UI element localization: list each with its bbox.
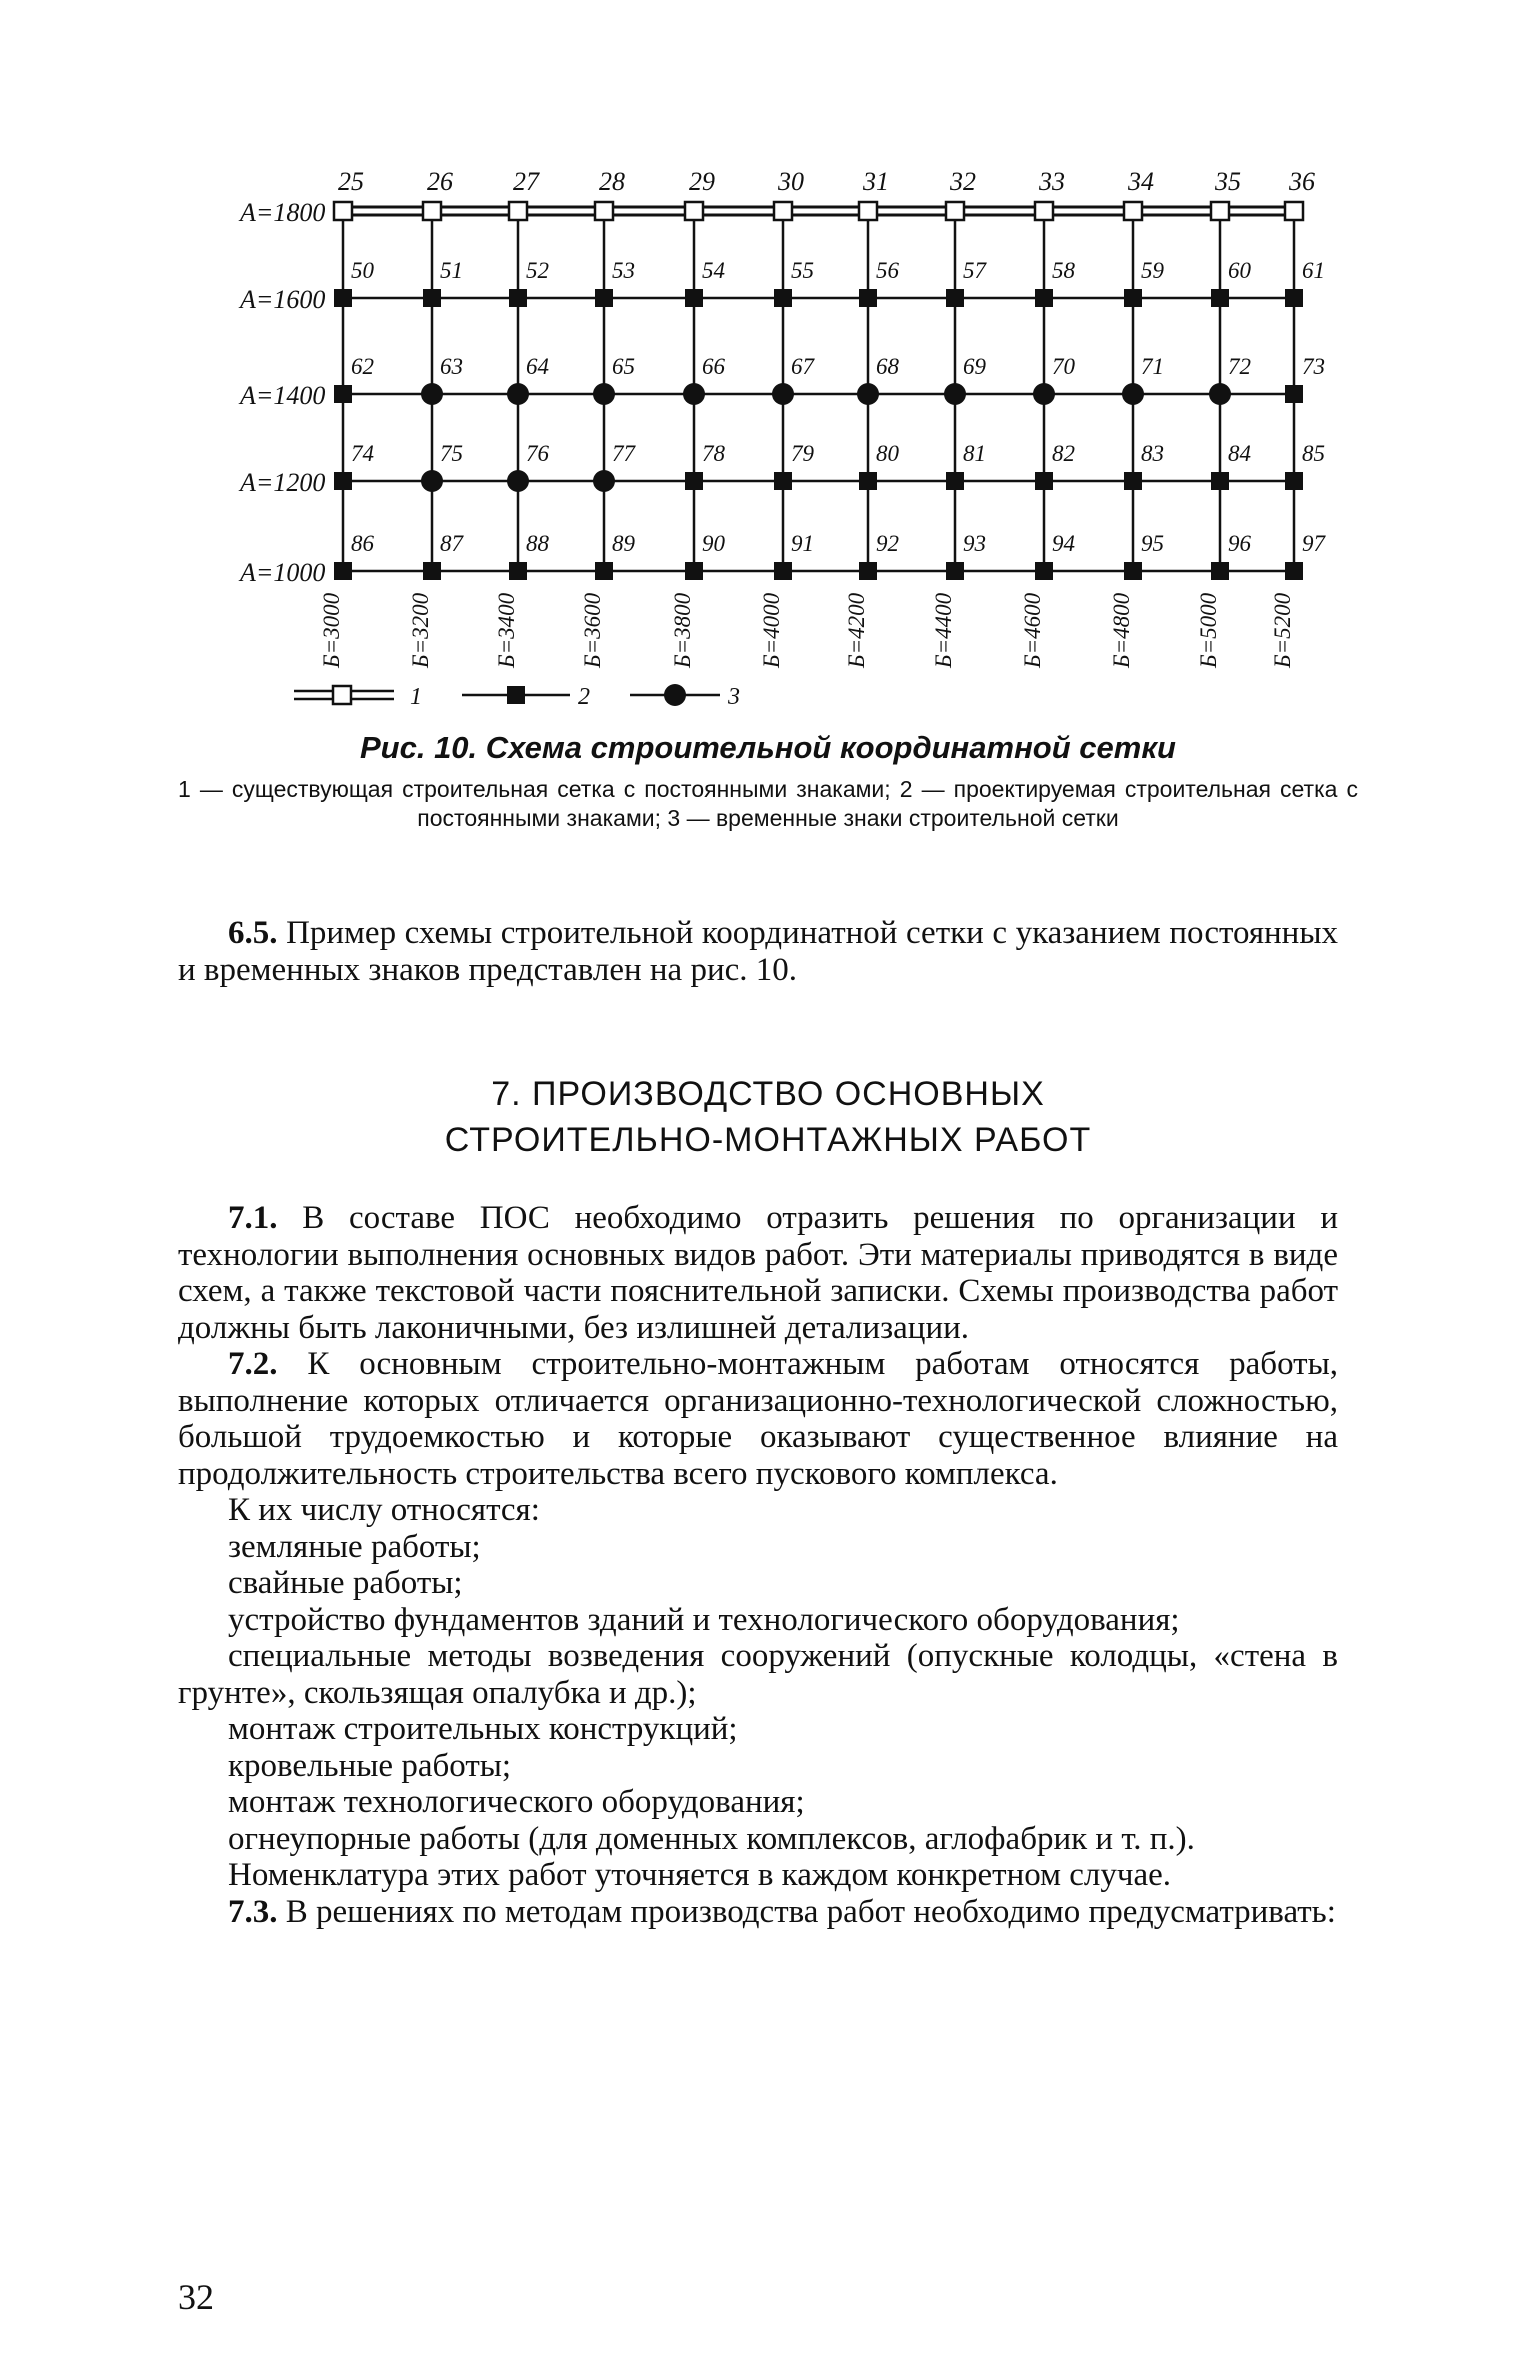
grid-point-number: 89 [612,531,635,556]
paragraph-6-5 [178,915,1338,988]
designed-mark-square [774,472,792,490]
designed-mark-square [1035,472,1053,490]
column-number-label: 36 [1289,167,1315,196]
list-item: монтаж технологического оборудования; [228,1784,805,1820]
designed-mark-square [685,562,703,580]
existing-mark-square [509,202,527,220]
grid-point-number: 54 [702,258,725,283]
grid-point-number: 76 [526,441,549,466]
paragraph-number: 7.1. [228,1200,278,1236]
grid-point-number: 74 [351,441,374,466]
designed-mark-square [1124,562,1142,580]
designed-mark-square [595,562,613,580]
existing-mark-square [685,202,703,220]
row-coordinate-label: А=1200 [240,468,326,497]
legend-existing-mark [333,686,351,704]
temporary-mark-circle [593,470,615,492]
designed-mark-square [1285,472,1303,490]
figure-caption-title: Рис. 10. Схема строительной координатной сетки [359,730,1176,765]
column-coordinate-label: Б=4800 [1109,592,1134,668]
list-item: земляные работы; [228,1528,481,1565]
existing-mark-square [946,202,964,220]
coordinate-grid-figure [0,0,1536,720]
grid-point-number: 77 [612,441,635,466]
paragraph-7-1 [178,1200,1338,1346]
temporary-mark-circle [683,383,705,405]
column-coordinate-label: Б=3600 [580,592,605,668]
list-item: устройство фундаментов зданий и технологического оборудования; [228,1601,1180,1638]
column-coordinate-label: Б=5000 [1196,592,1221,668]
designed-mark-square [946,289,964,307]
designed-mark-square [1211,472,1229,490]
grid-point-number: 84 [1228,441,1251,466]
column-coordinate-label: Б=4400 [931,592,956,668]
grid-point-number: 66 [702,354,725,379]
column-number-label: 29 [689,167,715,196]
column-number-label: 35 [1215,167,1241,196]
legend-label: 2 [578,684,590,710]
grid-point-number: 71 [1141,354,1164,379]
designed-mark-square [1285,385,1303,403]
column-number-label: 32 [950,167,976,196]
column-coordinate-label: Б=3000 [319,592,344,668]
paragraph-number: 7.3. [228,1893,278,1930]
designed-mark-square [334,385,352,403]
grid-point-number: 53 [612,258,635,283]
grid-point-number: 95 [1141,531,1164,556]
designed-mark-square [774,289,792,307]
legend-designed-mark [507,686,525,704]
heading-line-2: СТРОИТЕЛЬНО-МОНТАЖНЫХ РАБОТ [444,1121,1092,1159]
paragraph-7-2 [178,1346,1338,1492]
grid-point-number: 57 [963,258,986,283]
designed-mark-square [423,562,441,580]
grid-point-number: 59 [1141,258,1164,283]
temporary-mark-circle [1033,383,1055,405]
grid-point-number: 90 [702,531,725,556]
grid-point-number: 94 [1052,531,1075,556]
temporary-mark-circle [593,383,615,405]
column-number-label: 26 [427,167,453,196]
grid-point-number: 86 [351,531,374,556]
existing-mark-square [595,202,613,220]
temporary-mark-circle [1209,383,1231,405]
list-item: кровельные работы; [228,1747,512,1784]
list-item: специальные методы возведения сооружений (опускные колодцы, «стена в грунте», скользящая опалубка и др.); [178,1638,1338,1711]
temporary-mark-circle [421,383,443,405]
list-intro: К их числу относятся: [228,1492,540,1528]
designed-mark-square [1124,289,1142,307]
designed-mark-square [774,562,792,580]
grid-point-number: 79 [791,441,814,466]
page-number: 32 [178,2277,214,2317]
grid-point-number: 56 [876,258,899,283]
designed-mark-square [1211,562,1229,580]
list-item: монтаж строительных конструкций; [228,1711,738,1747]
designed-mark-square [946,472,964,490]
grid-point-number: 55 [791,258,814,283]
column-coordinate-label: Б=4200 [844,592,869,668]
existing-mark-square [774,202,792,220]
grid-point-number: 85 [1302,441,1325,466]
grid-point-number: 73 [1302,354,1325,379]
grid-point-number: 75 [440,441,463,466]
designed-mark-square [509,289,527,307]
grid-point-number: 72 [1228,354,1251,379]
existing-mark-square [1211,202,1229,220]
designed-mark-square [334,472,352,490]
grid-point-number: 93 [963,531,986,556]
paragraph-text: К основным строительно-монтажным работам относятся работы, выполнение которых отличается организационно-технологической сложностью, большой трудоемкостью и которые оказывают существенное влияние на продолжительность строительства всего пускового комплекса. [178,1346,1339,1492]
designed-mark-square [685,289,703,307]
grid-point-number: 69 [963,354,986,379]
figure-caption-description: 1 — существующая строительная сетка с постоянными знаками; 2 — проектируемая строительная сетка с постоянными знаками; 3 — временные знаки строительной сетки [178,776,1358,831]
designed-mark-square [1211,289,1229,307]
grid-point-number: 82 [1052,441,1075,466]
designed-mark-square [859,472,877,490]
grid-point-number: 92 [876,531,899,556]
paragraph-text: В составе ПОС необходимо отразить решения по организации и технологии выполнения основных видов работ. Эти материалы приводятся в виде схем, а также текстовой части пояснительной записки. Схемы производства работ должны быть лаконичными, без излишней детализации. [178,1200,1338,1346]
grid-point-number: 52 [526,258,549,283]
list-item: огнеупорные работы (для доменных комплексов, аглофабрик и т. п.). [228,1820,1195,1857]
designed-mark-square [334,289,352,307]
column-coordinate-label: Б=4000 [759,592,784,668]
designed-mark-square [595,289,613,307]
grid-point-number: 58 [1052,258,1075,283]
column-coordinate-label: Б=4600 [1020,592,1045,668]
paragraph-7-3 [178,1894,1338,1931]
existing-mark-square [1124,202,1142,220]
designed-mark-square [509,562,527,580]
designed-mark-square [946,562,964,580]
column-number-label: 34 [1128,167,1154,196]
temporary-mark-circle [1122,383,1144,405]
grid-point-number: 88 [526,531,549,556]
designed-mark-square [685,472,703,490]
paragraph-number: 7.2. [228,1346,278,1382]
row-coordinate-label: А=1000 [240,558,326,587]
grid-point-number: 70 [1052,354,1075,379]
column-coordinate-label: Б=3400 [494,592,519,668]
existing-mark-square [1285,202,1303,220]
row-coordinate-label: А=1400 [240,381,326,410]
paragraph-text: Пример схемы строительной координатной сетки с указанием постоянных и временных знаков представлен на рис. 10. [178,915,1339,988]
grid-point-number: 61 [1302,258,1325,283]
column-number-label: 27 [513,167,539,196]
grid-point-number: 60 [1228,258,1251,283]
grid-point-number: 51 [440,258,463,283]
designed-mark-square [423,289,441,307]
grid-point-number: 87 [440,531,463,556]
column-number-label: 28 [599,167,625,196]
column-number-label: 25 [338,167,364,196]
column-coordinate-label: Б=3800 [670,592,695,668]
temporary-mark-circle [772,383,794,405]
existing-mark-square [1035,202,1053,220]
paragraph-number: 6.5. [228,915,278,951]
list-item: свайные работы; [228,1565,463,1601]
temporary-mark-circle [857,383,879,405]
grid-point-number: 64 [526,354,549,379]
paragraph-text: В решениях по методам производства работ необходимо предусматривать: [285,1893,1336,1930]
legend-label: 3 [728,684,740,710]
grid-point-number: 81 [963,441,986,466]
grid-point-number: 78 [702,441,725,466]
designed-mark-square [1035,562,1053,580]
designed-mark-square [1285,562,1303,580]
column-coordinate-label: Б=3200 [408,592,433,668]
grid-point-number: 63 [440,354,463,379]
grid-point-number: 62 [351,354,374,379]
grid-point-number: 91 [791,531,814,556]
grid-point-number: 83 [1141,441,1164,466]
grid-point-number: 65 [612,354,635,379]
temporary-mark-circle [421,470,443,492]
designed-mark-square [859,289,877,307]
legend-temporary-mark [664,684,686,706]
existing-mark-square [334,202,352,220]
column-number-label: 30 [778,167,804,196]
row-coordinate-label: А=1800 [240,198,326,227]
designed-mark-square [1285,289,1303,307]
section-heading [0,1071,1536,1163]
grid-point-number: 96 [1228,531,1251,556]
existing-mark-square [423,202,441,220]
temporary-mark-circle [507,383,529,405]
grid-point-number: 97 [1302,531,1325,556]
existing-mark-square [859,202,877,220]
grid-point-number: 80 [876,441,899,466]
grid-point-number: 67 [791,354,814,379]
temporary-mark-circle [507,470,529,492]
row-coordinate-label: А=1600 [240,285,326,314]
nomenclature-paragraph: Номенклатура этих работ уточняется в каждом конкретном случае. [228,1857,1171,1893]
designed-mark-square [334,562,352,580]
grid-point-number: 68 [876,354,899,379]
section-7-body [178,1200,1338,1930]
temporary-mark-circle [944,383,966,405]
designed-mark-square [859,562,877,580]
column-number-label: 31 [863,167,889,196]
column-coordinate-label: Б=5200 [1270,592,1295,668]
designed-mark-square [1124,472,1142,490]
legend-label: 1 [410,684,422,710]
grid-point-number: 50 [351,258,374,283]
designed-mark-square [1035,289,1053,307]
heading-line-1: 7. ПРОИЗВОДСТВО ОСНОВНЫХ [491,1075,1045,1113]
column-number-label: 33 [1039,167,1065,196]
